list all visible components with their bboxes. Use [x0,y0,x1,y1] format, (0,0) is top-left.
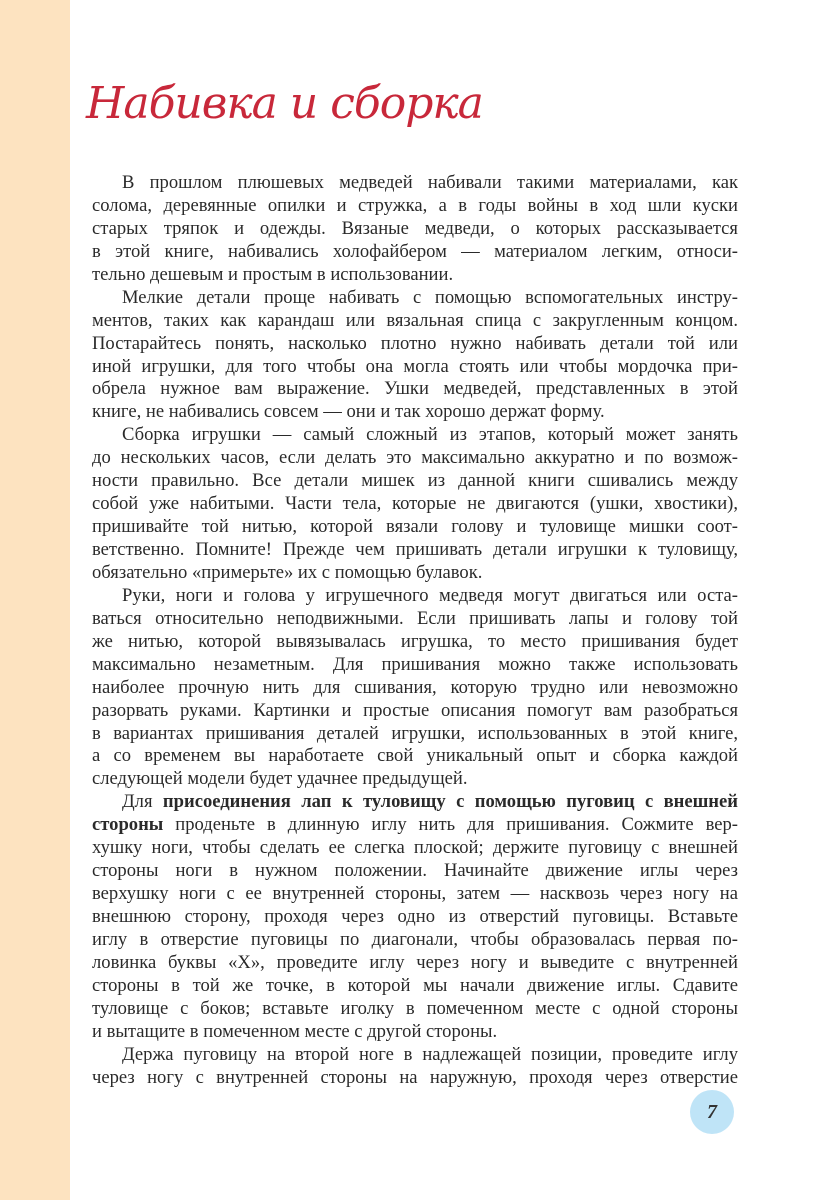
paragraph [92,1044,738,1090]
text-line: внешнюю сторону, проходя через одно из отверстий пуговицы. Вставьте [92,906,738,927]
text-line [92,814,738,837]
paragraph [92,287,738,425]
text-line: туловище с боков; вставьте иголку в помеченном месте с одной стороны [92,997,738,1019]
text-line: и вытащите в помеченном месте с другой стороны. [92,1020,498,1042]
text-line: же нитью, которой вывязывалась игрушка, то место пришивания будет [92,630,738,652]
text-line: Мелкие детали проще набивать с помощью вспомогательных инстру- [122,286,738,308]
paragraph [92,424,738,585]
text-line: ности правильно. Все детали мишек из данной книги сшивались между [92,470,738,492]
text-line: пришивайте той нитью, которой вязали голову и туловище мишки соот- [92,516,738,538]
text-line: стороны ноги в нужном положении. Начинайте движение иглы через [92,860,738,882]
text-line: Руки, ноги и голова у игрушечного медведя могут двигаться или оста- [122,584,738,606]
text-line: в этой книге, набивались холофайбером — материалом легким, относи- [92,240,738,262]
paragraph [92,585,738,791]
text-line [92,791,738,814]
text-line: старых тряпок и одежды. Вязаные медведи, о которых рассказывается [92,217,738,239]
text-line: тельно дешевым и простым в использовании. [92,263,454,285]
bold-text: стороны [92,814,164,836]
paragraph [92,172,738,287]
text-line: книге, не набивались совсем — они и так хорошо держат форму. [92,401,605,423]
paragraph [92,791,738,1043]
text-line: ваться относительно неподвижными. Если пришивать лапы и голову той [92,607,738,629]
text-line: солома, деревянные опилки и стружка, а в годы войны в ход шли куски [92,194,738,216]
text-line: Держа пуговицу на второй ноге в надлежащей позиции, проведите иглу [122,1043,738,1065]
bold-text: присоединения лап к туловищу с помощью пуговиц с внешней [162,791,738,813]
text-line: обязательно «примерьте» их с помощью булавок. [92,561,483,583]
text-line: ловинка буквы «Х», проведите иглу через ногу и выведите с внутренней [92,951,738,973]
page-number-badge: 7 [690,1090,734,1134]
text-line: иной игрушки, для того чтобы она могла стоять или чтобы мордочка при- [92,355,738,377]
text-line: иглу в отверстие пуговицы по диагонали, чтобы образовалась первая по- [92,928,738,950]
text-line: а со временем вы наработаете свой уникальный опыт и сборка каждой [92,745,738,767]
text-segment: Для [122,791,163,813]
text-line: Постарайтесь понять, насколько плотно нужно набивать детали той или [92,332,738,354]
text-line: обрела нужное вам выражение. Ушки медведей, представленных в этой [92,378,738,400]
text-line: В прошлом плюшевых медведей набивали такими материалами, как [122,172,738,193]
text-line: ветственно. Помните! Прежде чем пришивать детали игрушки к туловищу, [92,539,738,560]
text-line: верхушку ноги с ее внутренней стороны, затем — насквозь через ногу на [92,883,738,905]
page-title: Набивка и сборка [86,78,483,129]
text-line: разорвать руками. Картинки и простые описания помогут вам разобраться [92,699,738,721]
text-line: ментов, таких как карандаш или вязальная спица с закругленным концом. [92,309,738,331]
text-line: максимально незаметным. Для пришивания можно также использовать [92,653,738,675]
page-margin-strip [0,0,70,1200]
text-line: Сборка игрушки — самый сложный из этапов, который может занять [122,424,738,446]
body-text [92,172,738,1090]
text-line: собой уже набитыми. Части тела, которые не двигаются (ушки, хвостики), [92,493,738,515]
text-line: до нескольких часов, если делать это максимально аккуратно и по возмож- [92,447,738,469]
text-line: наиболее прочную нить для сшивания, которую трудно или невозможно [92,676,738,698]
text-line: следующей модели будет удачнее предыдущей. [92,768,468,790]
text-line: в вариантах пришивания деталей игрушки, использованных в этой книге, [92,722,738,744]
text-segment: проденьте в длинную иглу нить для пришивания. Сожмите вер- [163,814,738,836]
text-line: стороны в той же точке, в которой мы начали движение иглы. Сдавите [92,974,738,996]
text-line: через ногу с внутренней стороны на наружную, проходя через отверстие [92,1066,738,1088]
text-line: хушку ноги, чтобы сделать ее слегка плоской; держите пуговицу с внешней [92,837,738,859]
